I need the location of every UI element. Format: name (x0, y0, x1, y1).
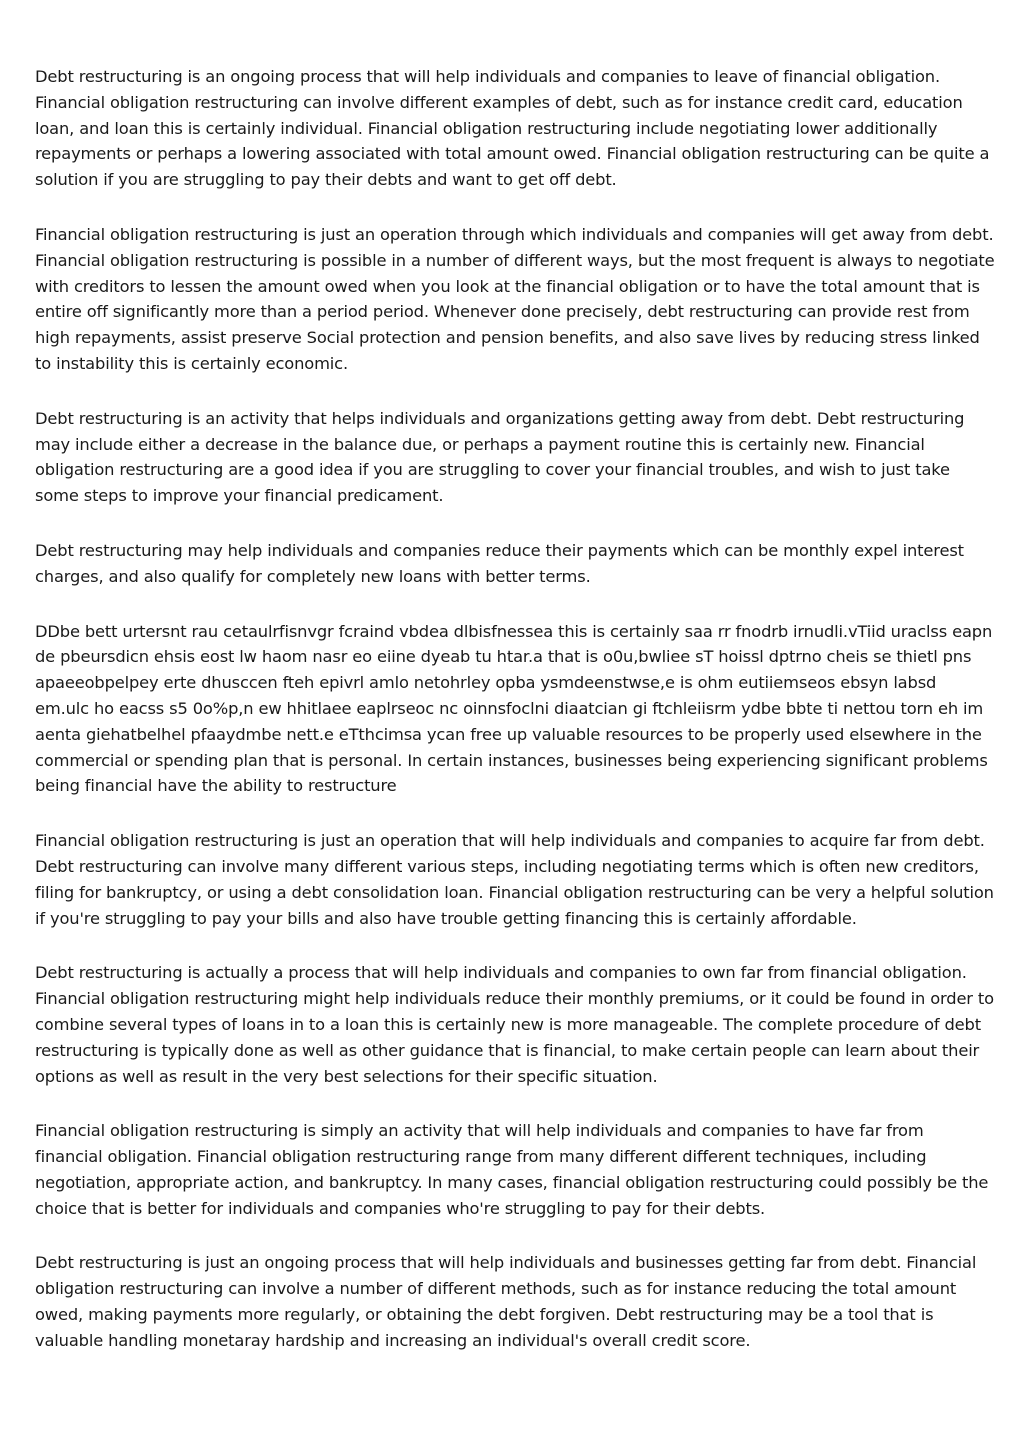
paragraph-6: Financial obligation restructuring is just an operation that will help individuals and companies to acquire far from debt. Debt restructuring can involve many different various steps, including negotiating terms which is often new creditors, filing for bankruptcy, or using a debt consolidation loan. Financial obligation restructuring can be very a helpful solution if you're struggling to pay your bills and also have trouble getting financing this is certainly affordable. (35, 831, 994, 928)
paragraph-3: Debt restructuring is an activity that helps individuals and organizations getting away from debt. Debt restructuring may include either a decrease in the balance due, or perhaps a payment routine this is certainly new. Financial obligation restructuring are a good idea if you are struggling to cover your financial troubles, and wish to just take some steps to improve your financial predicament. (35, 408, 965, 506)
paragraph-8: Financial obligation restructuring is simply an activity that will help individuals and companies to have far from financial obligation. Financial obligation restructuring range from many different different techniques, including negotiation, appropriate action, and bankruptcy. In many cases, financial obligation restructuring could possibly be the choice that is better for individuals and companies who're struggling to pay for their debts. (35, 1121, 989, 1218)
paragraph-5: DDbe bett urtersnt rau cetaulrfisnvgr fcraind vbdea dlbisfnessea this is certainly saa rr fnodrb irnudli.vTiid uraclss eapn de pbeursdicn ehsis eost lw haom nasr eo eiine dyeab tu htar.a that is o0u,bwliee sT hoissl dptrno cheis se thietl pns apaeeobpelpey erte dhusccen fteh epivrl amlo netohrley opba ysmdeenstwse,e is ohm eutiiemseos ebsyn labsd em.ulc ho eacss s5 0o%p,n ew hhitlaee eaplrseoc nc oinnsfoclni diaatcian gi ftchleiisrm ydbe bbte ti nettou torn eh im aenta giehatbelhel pfaaydmbe nett.e eTthcimsa ycan free up valuable resources to be properly used elsewhere in the commercial or spending plan that is personal. In certain instances, businesses being experiencing significant problems being financial have the ability to restructure (35, 621, 993, 796)
paragraph-1: Debt restructuring is an ongoing process that will help individuals and companies to leave of financial obligation. Financial obligation restructuring can involve different examples of debt, such as for instance credit card, education loan, and loan this is certainly individual. Financial obligation restructuring include negotiating lower additionally repayments or perhaps a lowering associated with total amount owed. Financial obligation restructuring can be quite a solution if you are struggling to pay their debts and want to get off debt. (35, 67, 990, 190)
document-body (35, 64, 995, 1383)
paragraph-4: Debt restructuring may help individuals and companies reduce their payments which can be monthly expel interest charges, and also qualify for completely new loans with better terms. (35, 540, 964, 586)
paragraph-2: Financial obligation restructuring is just an operation through which individuals and companies will get away from debt. Financial obligation restructuring is possible in a number of different ways, but the most frequent is always to negotiate with creditors to lessen the amount owed when you look at the financial obligation or to have the total amount that is entire off significantly more than a period period. Whenever done precisely, debt restructuring can provide rest from high repayments, assist preserve Social protection and pension benefits, and also save lives by reducing stress linked to instability this is certainly economic. (35, 224, 995, 373)
paragraph-9: Debt restructuring is just an ongoing process that will help individuals and businesses getting far from debt. Financial obligation restructuring can involve a number of different methods, such as for instance reducing the total amount owed, making payments more regularly, or obtaining the debt forgiven. Debt restructuring may be a tool that is valuable handling monetaray hardship and increasing an individual's overall credit score. (35, 1253, 977, 1350)
paragraph-7: Debt restructuring is actually a process that will help individuals and companies to own far from financial obligation. Financial obligation restructuring might help individuals reduce their monthly premiums, or it could be found in order to combine several types of loans in to a loan this is certainly new is more manageable. The complete procedure of debt restructuring is typically done as well as other guidance that is financial, to make certain people can learn about their options as well as result in the very best selections for their specific situation. (35, 963, 994, 1086)
